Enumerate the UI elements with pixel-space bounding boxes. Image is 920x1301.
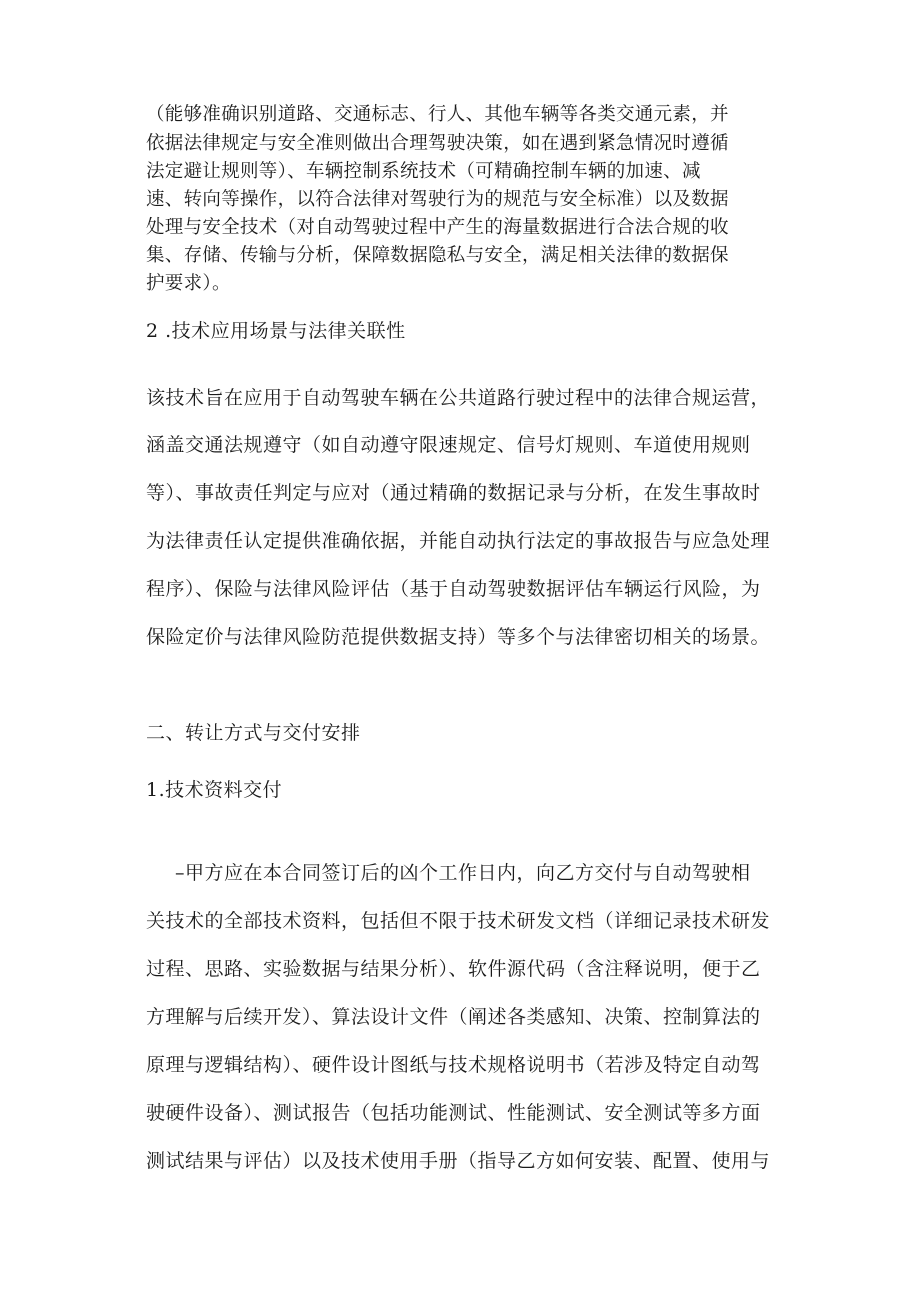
paragraph-1-line: 法定避让规则等）、车辆控制系统技术（可精确控制车辆的加速、减 — [146, 161, 701, 182]
paragraph-3-line: 原理与逻辑结构）、硬件设计图纸与技术规格说明书（若涉及特定自动驾 — [146, 1054, 761, 1076]
subsection-heading: 2 .技术应用场景与法律关联性 — [146, 320, 406, 342]
paragraph-2-line: 涵盖交通法规遵守（如自动遵守限速规定、信号灯规则、车道使用规则 — [146, 434, 751, 456]
paragraph-1-line: 处理与安全技术（对自动驾驶过程中产生的海量数据进行合法合规的收 — [146, 217, 729, 238]
paragraph-3-line: 过程、思路、实验数据与结果分析）、软件源代码（含注释说明，便于乙 — [146, 958, 761, 980]
paragraph-1-line: 速、转向等操作，以符合法律对驾驶行为的规范与安全标准）以及数据 — [146, 189, 729, 210]
paragraph-3-line: 方理解与后续开发）、算法设计文件（阐述各类感知、决策、控制算法的 — [146, 1006, 761, 1028]
section-title: 二、转让方式与交付安排 — [146, 722, 361, 744]
paragraph-1-line: 护要求）。 — [146, 273, 231, 294]
paragraph-3-line: –甲方应在本合同签订后的凶个工作日内，向乙方交付与自动驾驶相 — [175, 862, 751, 884]
paragraph-2-line: 为法律责任认定提供准确依据，并能自动执行法定的事故报告与应急处理 — [146, 530, 771, 552]
paragraph-2-line: 保险定价与法律风险防范提供数据支持）等多个与法律密切相关的场景。 — [146, 626, 771, 648]
paragraph-3-line: 测试结果与评估）以及技术使用手册（指导乙方如何安装、配置、使用与 — [146, 1150, 771, 1172]
paragraph-1-line: （能够准确识别道路、交通标志、行人、其他车辆等各类交通元素，并 — [146, 104, 729, 125]
paragraph-2-line: 程序）、保险与法律风险评估（基于自动驾驶数据评估车辆运行风险，为 — [146, 578, 761, 600]
paragraph-2-line: 该技术旨在应用于自动驾驶车辆在公共道路行驶过程中的法律合规运营， — [146, 387, 771, 409]
paragraph-1-line: 依据法律规定与安全准则做出合理驾驶决策，如在遇到紧急情况时遵循 — [146, 133, 729, 154]
subsection-heading: 1.技术资料交付 — [146, 779, 283, 801]
paragraph-3-line: 驶硬件设备）、测试报告（包括功能测试、性能测试、安全测试等多方面 — [146, 1102, 761, 1124]
paragraph-2-line: 等）、事故责任判定与应对（通过精确的数据记录与分析，在发生事故时 — [146, 482, 761, 504]
paragraph-3-line: 关技术的全部技术资料，包括但不限于技术研发文档（详细记录技术研发 — [146, 910, 771, 932]
paragraph-1-line: 集、存储、传输与分析，保障数据隐私与安全，满足相关法律的数据保 — [146, 245, 729, 266]
